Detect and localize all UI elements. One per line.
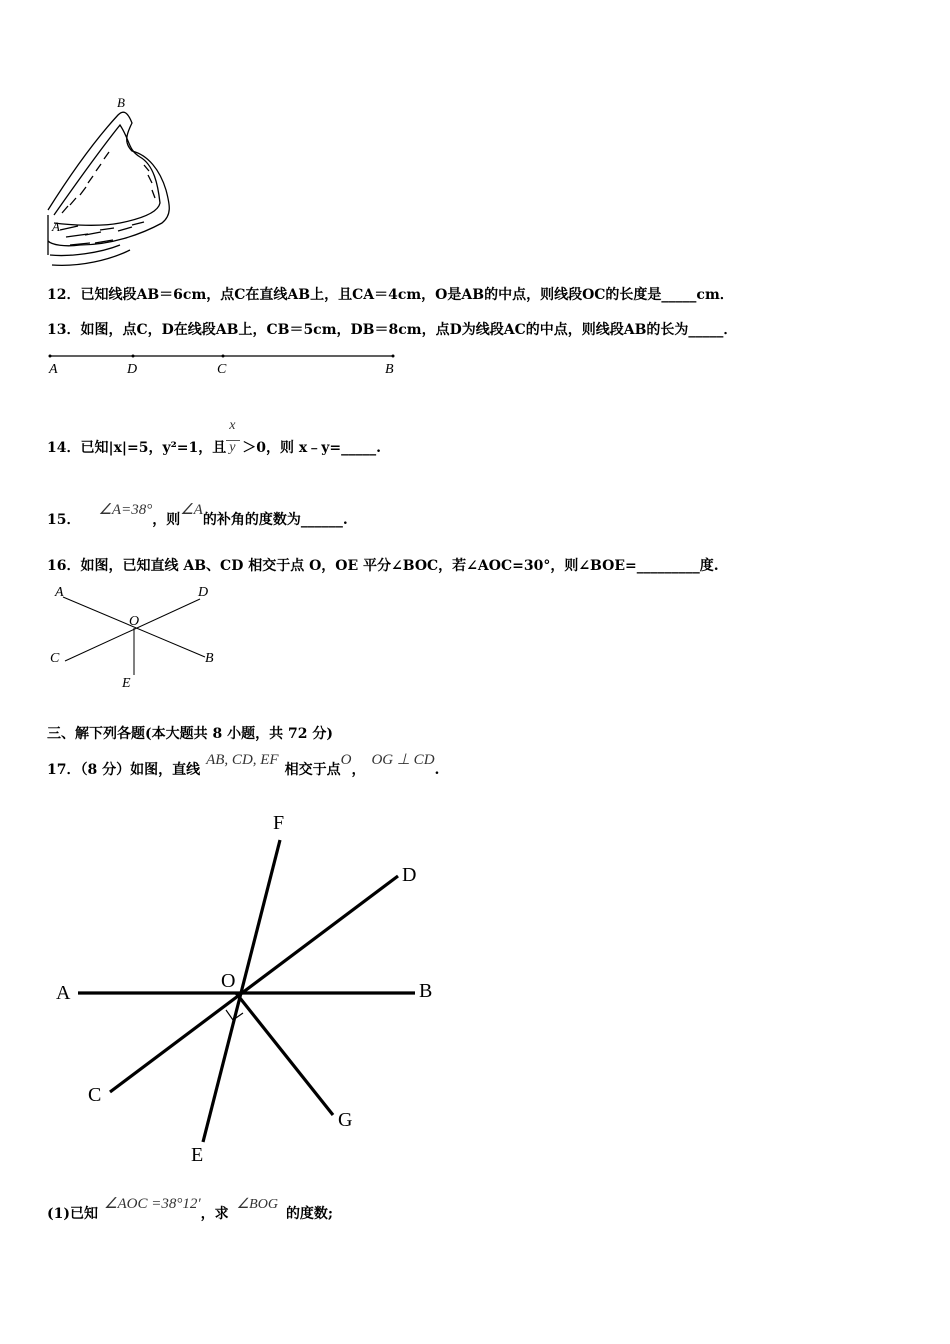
line-label-d: D xyxy=(198,585,209,600)
separator: ， xyxy=(351,762,366,778)
lines-expression: AB, CD, EF xyxy=(206,752,279,768)
question-text: 如图，点C，D在线段AB上，CB＝5cm，DB＝8cm，点D为线段AC的中点，则线段AB的长为 xyxy=(80,322,689,338)
question-text-2: 的补角的度数为 xyxy=(202,512,301,528)
section-heading: 三、解下列各题(本大题共 8 小题，共 72 分) xyxy=(47,726,333,742)
river-figure xyxy=(40,95,190,270)
point-o: O xyxy=(340,752,352,768)
question-text-2: 相交于点 xyxy=(284,762,341,778)
fraction xyxy=(226,418,242,458)
river-label-a: A xyxy=(52,219,60,234)
end-mark: . xyxy=(342,512,348,528)
answer-blank: _____ xyxy=(341,440,377,456)
end-mark: . xyxy=(376,440,381,456)
question-text: ，求 xyxy=(200,1206,229,1222)
answer-blank: _________ xyxy=(636,558,700,574)
line-label-a: A xyxy=(55,585,64,600)
line-label-b: B xyxy=(205,651,214,666)
point-label-b: B xyxy=(385,362,394,377)
question-14 xyxy=(47,418,381,458)
question-12 xyxy=(47,285,734,305)
fraction-numerator: x xyxy=(229,418,236,433)
end-mark: ． xyxy=(723,322,738,338)
question-number: 13． xyxy=(47,322,81,338)
unit: cm． xyxy=(696,287,734,303)
point-label-c: C xyxy=(217,362,227,377)
question-15 xyxy=(47,502,348,530)
point-label-o: O xyxy=(129,614,140,629)
label-a: A xyxy=(56,982,71,1004)
question-number: 16． xyxy=(47,558,81,574)
question-number: 14． xyxy=(47,440,81,456)
question-17-part-1 xyxy=(47,1196,334,1225)
question-text-2: 的度数; xyxy=(285,1206,334,1222)
label-g: G xyxy=(338,1109,353,1131)
river-label-b: B xyxy=(117,95,125,110)
answer-blank: _____ xyxy=(688,322,724,338)
answer-blank: ______ xyxy=(300,512,343,528)
angle-aoc-expression: ∠AOC =38°12′ xyxy=(104,1196,201,1212)
angle-expression: ∠A=38° xyxy=(98,502,153,518)
question-13 xyxy=(47,320,737,340)
point-label-a: A xyxy=(49,362,58,377)
question-text: 如图，已知直线 AB、CD 相交于点 O，OE 平分∠BOC，若∠AOC=30°，则∠BOE= xyxy=(80,558,637,574)
question-number: 12． xyxy=(47,287,81,303)
river-drawing xyxy=(40,95,190,270)
label-d: D xyxy=(402,864,417,886)
label-f: F xyxy=(273,812,285,834)
question-text: （8 分）如图，直线 xyxy=(80,762,201,778)
end-mark: . xyxy=(434,762,440,778)
question-text: 已知|x|=5，y²=1，且 xyxy=(80,440,227,456)
question-16 xyxy=(47,556,719,576)
point-label-d: D xyxy=(127,362,138,377)
question-17 xyxy=(47,752,440,780)
intersecting-lines-figure xyxy=(45,585,225,695)
line-label-e: E xyxy=(122,676,131,691)
question-text-2: ＞0，则 x﹣y= xyxy=(242,440,342,456)
label-e: E xyxy=(191,1144,204,1166)
angle-symbol: ∠A xyxy=(180,502,203,518)
answer-blank: _____ xyxy=(661,287,697,303)
fraction-denominator: y xyxy=(229,440,236,455)
end-mark: 度. xyxy=(699,558,719,574)
perpendicular-expression: OG ⊥ CD xyxy=(371,752,435,768)
line-label-c: C xyxy=(50,651,60,666)
segment-figure xyxy=(45,350,405,380)
intersecting-lines xyxy=(45,585,225,695)
angle-bog: ∠BOG xyxy=(236,1197,278,1212)
question-number: 17． xyxy=(47,762,81,778)
lines-figure xyxy=(50,810,450,1170)
label-c: C xyxy=(88,1084,102,1106)
label-b: B xyxy=(419,980,433,1002)
lines-drawing xyxy=(50,810,450,1170)
question-number: 15． xyxy=(47,512,81,528)
part-number: (1)已知 xyxy=(47,1206,98,1222)
question-text: ，则 xyxy=(152,512,181,528)
label-o: O xyxy=(221,970,236,992)
question-text: 已知线段AB＝6cm，点C在直线AB上，且CA＝4cm，O是AB的中点，则线段OC的长度是 xyxy=(80,287,662,303)
